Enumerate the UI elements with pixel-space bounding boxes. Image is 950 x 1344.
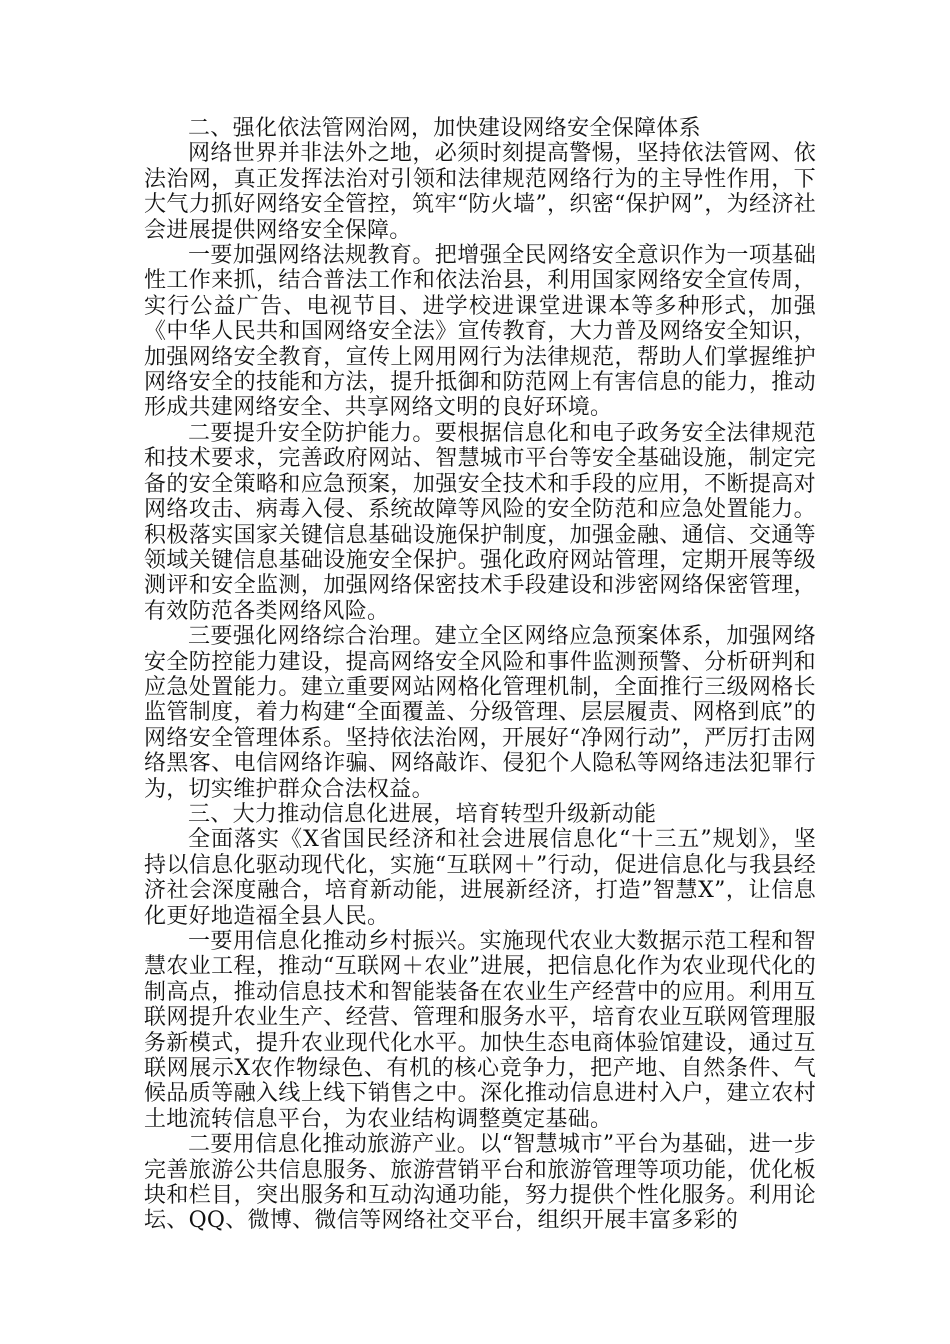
body-paragraph: 全面落实《X省国民经济和社会进展信息化“十三五”规划》，坚持以信息化驱动现代化，实施“互联网＋”行动，促进信息化与我县经济社会深度融合，培育新动能，进展新经济，打造”智慧X”，让信息化更好地造福全县人民。 <box>144 827 816 929</box>
section-heading-3: 三、大力推动信息化进展，培育转型升级新动能 <box>188 801 657 827</box>
body-paragraph: 二要用信息化推动旅游产业。以“智慧城市”平台为基础，进一步完善旅游公共信息服务、旅游营销平台和旅游管理等项功能，优化板块和栏目，突出服务和互动沟通功能，努力提供个性化服务。利用论坛、QQ、微博、微信等网络社交平台，组织开展丰富多彩的 <box>144 1132 816 1234</box>
section-heading-2: 二、强化依法管网治网，加快建设网络安全保障体系 <box>188 116 701 141</box>
body-paragraph: 一要用信息化推动乡村振兴。实施现代农业大数据示范工程和智慧农业工程，推动“互联网＋农业”进展，把信息化作为农业现代化的制高点，推动信息技术和智能装备在农业生产经营中的应用。利用互联网提升农业生产、经营、管理和服务水平，培育农业互联网管理服务新模式，提升农业现代化水平。加快生态电商体验馆建设，通过互联网展示X农作物绿色、有机的核心竞争力，把产地、自然条件、气候品质等融入线上线下销售之中。深化推动信息进村入户，建立农村土地流转信息平台，为农业结构调整奠定基础。 <box>144 929 816 1132</box>
body-paragraph: 三要强化网络综合治理。建立全区网络应急预案体系，加强网络安全防控能力建设，提高网络安全风险和事件监测预警、分析研判和应急处置能力。建立重要网站网格化管理机制，全面推行三级网格长监管制度，着力构建“全面覆盖、分级管理、层层履责、网格到底”的网络安全管理体系。坚持依法治网，开展好“净网行动”，严厉打击网络黑客、电信网络诈骗、网络敲诈、侵犯个人隐私等网络违法犯罪行为，切实维护群众合法权益。 <box>144 624 816 802</box>
body-paragraph: 一要加强网络法规教育。把增强全民网络安全意识作为一项基础性工作来抓，结合普法工作和依法治县，利用国家网络安全宣传周，实行公益广告、电视节目、进学校进课堂进课本等多种形式，加强《中华人民共和国网络安全法》宣传教育，大力普及网络安全知识，加强网络安全教育，宣传上网用网行为法律规范，帮助人们掌握维护网络安全的技能和方法，提升抵御和防范网上有害信息的能力，推动形成共建网络安全、共享网络文明的良好环境。 <box>144 243 816 421</box>
body-paragraph: 二要提升安全防护能力。要根据信息化和电子政务安全法律规范和技术要求，完善政府网站、智慧城市平台等安全基础设施，制定完备的安全策略和应急预案，加强安全技术和手段的应用，不断提高对网络攻击、病毒入侵、系统故障等风险的安全防范和应急处置能力。积极落实国家关键信息基础设施保护制度，加强金融、通信、交通等领域关键信息基础设施安全保护。强化政府网站管理，定期开展等级测评和安全监测，加强网络保密技术手段建设和涉密网络保密管理，有效防范各类网络风险。 <box>144 420 816 624</box>
body-paragraph: 网络世界并非法外之地，必须时刻提高警惕，坚持依法管网、依法治网，真正发挥法治对引领和法律规范网络行为的主导性作用，下大气力抓好网络安全管控，筑牢“防火墙”，织密“保护网”，为经济社会进展提供网络安全保障。 <box>144 141 816 243</box>
document-page <box>144 116 816 1234</box>
